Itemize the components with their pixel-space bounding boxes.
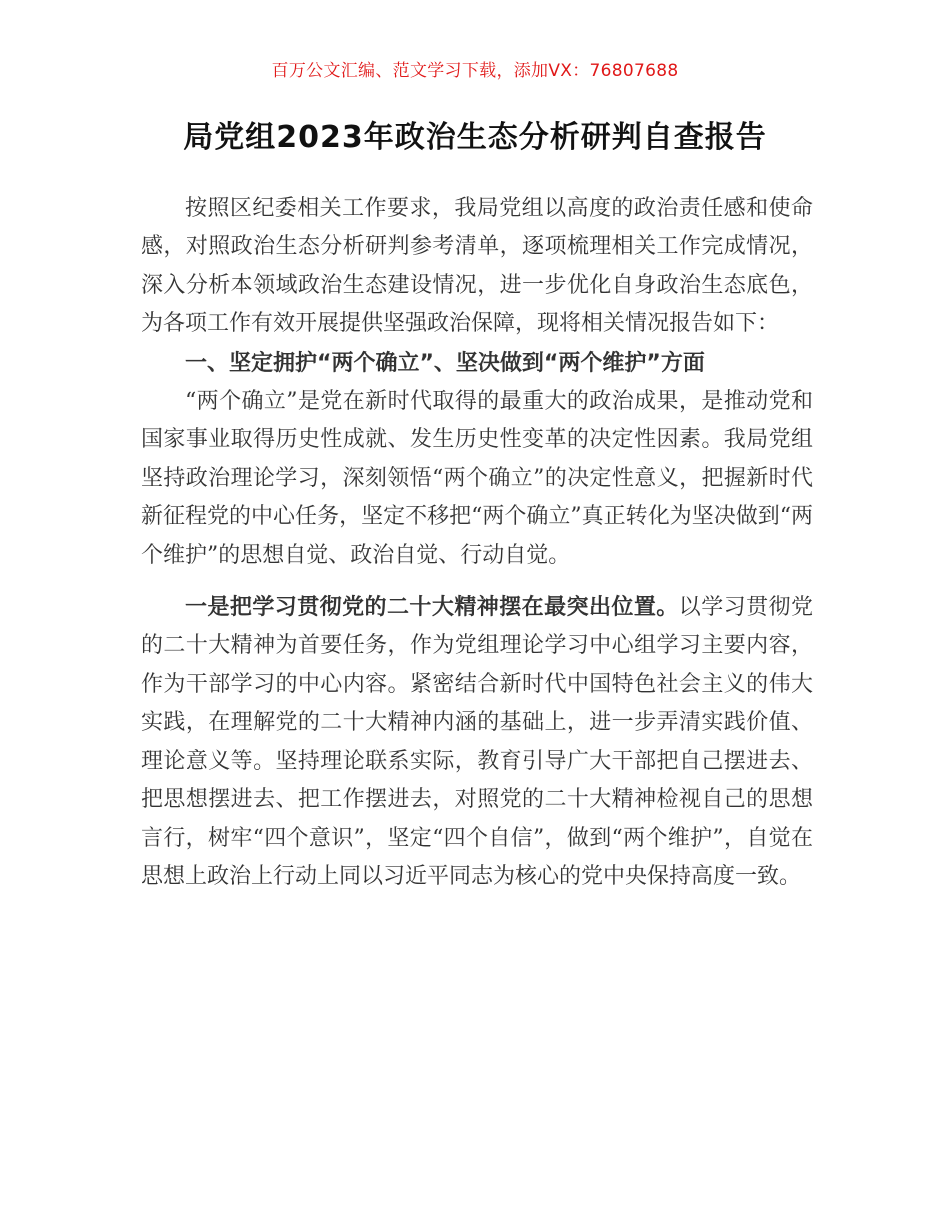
section-heading-1: 一、坚定拥护“两个确立”、坚决做到“两个维护”方面	[185, 350, 705, 376]
watermark-text: 百万公文汇编、范文学习下载，添加VX：76807688	[271, 61, 679, 81]
point-1-lead: 一是把学习贯彻党的二十大精神摆在最突出位置。	[185, 595, 679, 621]
section-1-paragraph: “两个确立”是党在新时代取得的最重大的政治成果，是推动党和国家事业取得历史性成就、发生历史性变革的决定性因素。我局党组坚持政治理论学习，深刻领悟“两个确立”的决定性意义，把握新时代新征程党的中心任务，坚定不移把“两个确立”真正转化为坚决做到“两个维护”的思想自觉、政治自觉、行动自觉。	[141, 389, 813, 568]
point-1-body: 以学习贯彻党的二十大精神为首要任务，作为党组理论学习中心组学习主要内容，作为干部学习的中心内容。紧密结合新时代中国特色社会主义的伟大实践，在理解党的二十大精神内涵的基础上，进一步弄清实践价值、理论意义等。坚持理论联系实际，教育引导广大干部把自己摆进去、把思想摆进去、把工作摆进去，对照党的二十大精神检视自己的思想言行，树牢“四个意识”，坚定“四个自信”，做到“两个维护”，自觉在思想上政治上行动上同以习近平同志为核心的党中央保持高度一致。	[141, 595, 813, 889]
document-body	[141, 190, 813, 896]
point-1-paragraph	[141, 589, 813, 896]
intro-paragraph: 按照区纪委相关工作要求，我局党组以高度的政治责任感和使命感，对照政治生态分析研判参考清单，逐项梳理相关工作完成情况，深入分析本领域政治生态建设情况，进一步优化自身政治生态底色，为各项工作有效开展提供坚强政治保障，现将相关情况报告如下：	[141, 196, 813, 337]
document-title: 局党组2023年政治生态分析研判自查报告	[183, 120, 767, 155]
